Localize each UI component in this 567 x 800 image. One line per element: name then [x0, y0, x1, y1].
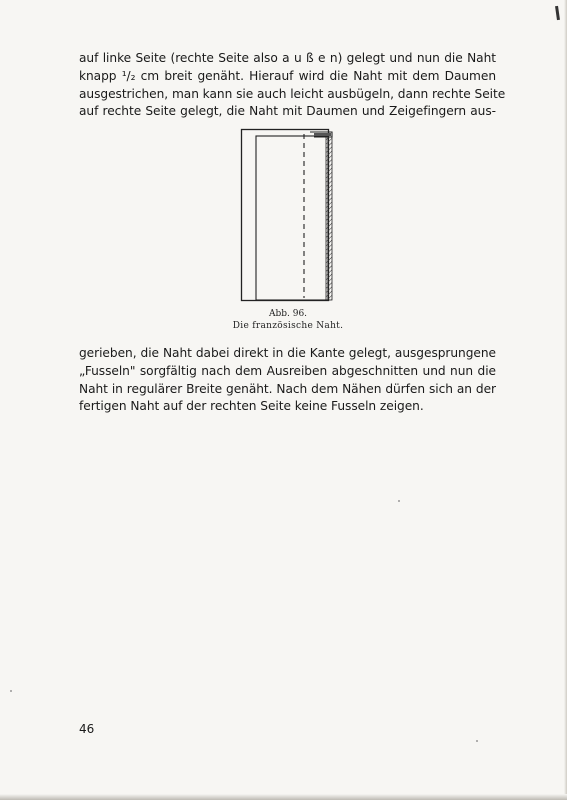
- paragraph-2-line: gerieben, die Naht dabei direkt in die Kante gelegt, ausgesprungene: [79, 346, 496, 360]
- paper-speck: [476, 740, 478, 742]
- paragraph-2: [79, 345, 496, 416]
- paragraph-2-line: „Fusseln" sorgfältig nach dem Ausreiben abgeschnitten und nun die: [79, 363, 496, 378]
- paragraph-1-line: knapp ¹/₂ cm breit genäht. Hierauf wird die Naht mit dem Daumen: [79, 68, 496, 83]
- seam-hatch: [326, 137, 332, 300]
- fabric-outer-outline: [242, 130, 329, 301]
- paper-speck: [10, 690, 12, 692]
- fabric-inner-outline: [256, 136, 328, 300]
- paper-speck: [398, 500, 400, 502]
- paragraph-1-line: ausgestrichen, man kann sie auch leicht ausbügeln, dann rechte Seite: [79, 86, 506, 101]
- seam-fold-fill: [314, 133, 331, 136]
- page-number: 46: [79, 722, 95, 736]
- page-edge-bottom: [0, 794, 567, 800]
- paragraph-1: [79, 50, 506, 121]
- seam-diagram: [240, 128, 335, 304]
- paragraph-2-line: Naht in regulärer Breite genäht. Nach dem Nähen dürfen sich an der: [79, 381, 496, 396]
- paragraph-2-line: fertigen Naht auf der rechten Seite keine Fusseln zeigen.: [79, 399, 424, 414]
- paragraph-1-line: auf linke Seite (rechte Seite also a u ß e n) gelegt und nun die Naht: [79, 51, 496, 65]
- figure-title: Die französische Naht.: [232, 321, 344, 331]
- paragraph-1-line: auf rechte Seite gelegt, die Naht mit Daumen und Zeigefingern aus-: [79, 104, 496, 119]
- corner-mark: [555, 6, 560, 20]
- figure-number: Abb. 96.: [268, 309, 308, 319]
